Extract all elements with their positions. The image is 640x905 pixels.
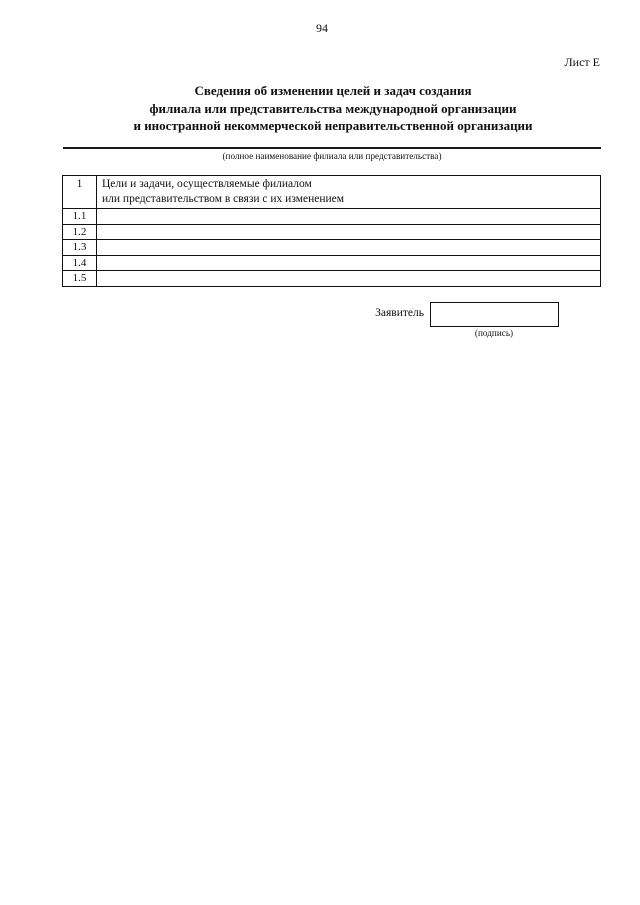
header-text-cell <box>97 176 601 209</box>
row-number-cell: 1.3 <box>63 240 97 256</box>
header-text-line: или представительством в связи с их изменением <box>102 193 345 205</box>
table-row <box>63 224 601 240</box>
table-row <box>63 255 601 271</box>
form-title-line: Сведения об изменении целей и задач создания <box>194 83 472 98</box>
signature-box <box>430 302 559 327</box>
row-text-cell <box>97 255 601 271</box>
signature-caption: (подпись) <box>474 328 514 338</box>
form-title <box>33 82 633 135</box>
row-number-cell: 1.2 <box>63 224 97 240</box>
row-text-cell <box>97 224 601 240</box>
row-number-cell: 1.1 <box>63 209 97 225</box>
header-text-line: Цели и задачи, осуществляемые филиалом <box>102 178 312 190</box>
sheet-label: Лист Е <box>564 55 600 69</box>
row-text-cell <box>97 209 601 225</box>
row-number-cell: 1.5 <box>63 271 97 287</box>
row-text-cell <box>97 271 601 287</box>
table-row <box>63 271 601 287</box>
page-number: 94 <box>316 21 328 35</box>
table-header-row <box>63 176 601 209</box>
goals-table <box>62 175 601 287</box>
row-number-cell: 1.4 <box>63 255 97 271</box>
branch-name-line <box>63 147 601 149</box>
form-title-line: и иностранной некоммерческой неправительственной организации <box>133 118 533 133</box>
applicant-label: Заявитель <box>375 307 424 319</box>
table-row <box>63 240 601 256</box>
table-row <box>63 209 601 225</box>
row-text-cell <box>97 240 601 256</box>
header-number-cell: 1 <box>63 176 97 209</box>
form-title-line: филиала или представительства международной организации <box>149 100 517 116</box>
branch-name-caption: (полное наименование филиала или представительства) <box>222 151 442 161</box>
